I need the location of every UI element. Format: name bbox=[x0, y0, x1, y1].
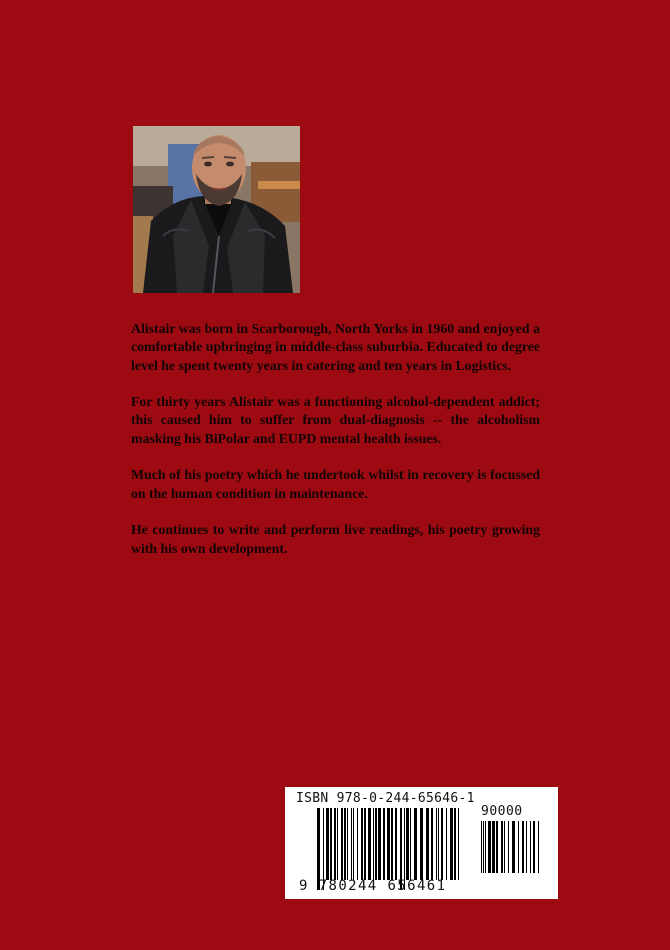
barcode-bar bbox=[368, 808, 371, 880]
barcode-bar bbox=[504, 821, 505, 873]
barcode-bar bbox=[357, 808, 358, 880]
barcode-bar bbox=[364, 808, 366, 880]
barcode-bar bbox=[522, 821, 524, 873]
barcode-bar bbox=[420, 808, 423, 880]
barcode-bar bbox=[373, 808, 374, 880]
barcode-bar bbox=[485, 821, 486, 873]
barcode-bar bbox=[496, 821, 498, 873]
barcode-bar bbox=[347, 808, 348, 880]
barcode-bar bbox=[454, 808, 456, 880]
barcode-bar bbox=[353, 808, 354, 880]
bio-paragraph: Much of his poetry which he undertook whilst in recovery is focussed on the human condition in maintenance. bbox=[131, 467, 540, 501]
barcode-bar bbox=[446, 808, 447, 880]
bio-paragraph: For thirty years Alistair was a functioning alcohol-dependent addict; this caused him to suffer from dual-diagnosis -- the alcoholism masking his BiPolar and EUPD mental health issues. bbox=[131, 394, 540, 446]
barcode-bar bbox=[330, 808, 332, 880]
barcode-bar bbox=[501, 821, 503, 873]
bio-paragraph: Alistair was born in Scarborough, North Yorks in 1960 and enjoyed a comfortable upbringing in middle-class suburbia. Educated to degree level he spent twenty years in catering and ten years in Logistics. bbox=[131, 321, 540, 373]
barcode-bar bbox=[426, 808, 429, 880]
barcode-bar bbox=[378, 808, 381, 880]
barcode-bar bbox=[438, 808, 439, 880]
barcode-bar bbox=[450, 808, 453, 880]
barcode-bar bbox=[395, 808, 397, 880]
barcode-bar bbox=[483, 821, 484, 873]
barcode-bar bbox=[436, 808, 437, 880]
barcode-bar bbox=[410, 808, 411, 880]
barcode-bar bbox=[383, 808, 385, 880]
barcode-bar bbox=[326, 808, 329, 880]
isbn-label: ISBN 978-0-244-65646-1 bbox=[296, 791, 475, 806]
barcode-bar bbox=[391, 808, 393, 880]
barcode-bar bbox=[375, 808, 377, 880]
barcode-bar bbox=[341, 808, 343, 880]
barcode-bar bbox=[387, 808, 390, 880]
barcode-bar bbox=[334, 808, 336, 880]
addon-barcode-bars bbox=[481, 821, 545, 883]
barcode-bar bbox=[526, 821, 527, 873]
barcode-bar bbox=[406, 808, 409, 880]
barcode-bar bbox=[441, 808, 443, 880]
barcode-bar bbox=[533, 821, 535, 873]
barcode-bar bbox=[351, 808, 352, 880]
barcode-bar bbox=[488, 821, 491, 873]
barcode-bar bbox=[361, 808, 363, 880]
barcode-bar bbox=[492, 821, 495, 873]
barcode-bar bbox=[530, 821, 531, 873]
barcode-bar bbox=[518, 821, 519, 873]
barcode-bar bbox=[538, 821, 539, 873]
author-portrait-image bbox=[133, 126, 300, 293]
barcode-bar bbox=[481, 821, 482, 873]
ean-digits: 9 780244 656461 bbox=[299, 878, 447, 894]
author-photo bbox=[133, 126, 300, 293]
barcode-bar bbox=[431, 808, 433, 880]
barcode-bar bbox=[337, 808, 338, 880]
barcode-bar bbox=[508, 821, 509, 873]
barcode-bar bbox=[414, 808, 417, 880]
price-code: 90000 bbox=[481, 804, 523, 819]
barcode-bar bbox=[512, 821, 515, 873]
barcode-bar bbox=[344, 808, 346, 880]
author-biography bbox=[131, 320, 540, 576]
isbn-barcode bbox=[285, 787, 558, 899]
barcode-bar bbox=[458, 808, 459, 880]
bio-paragraph: He continues to write and perform live readings, his poetry growing with his own development. bbox=[131, 522, 540, 556]
